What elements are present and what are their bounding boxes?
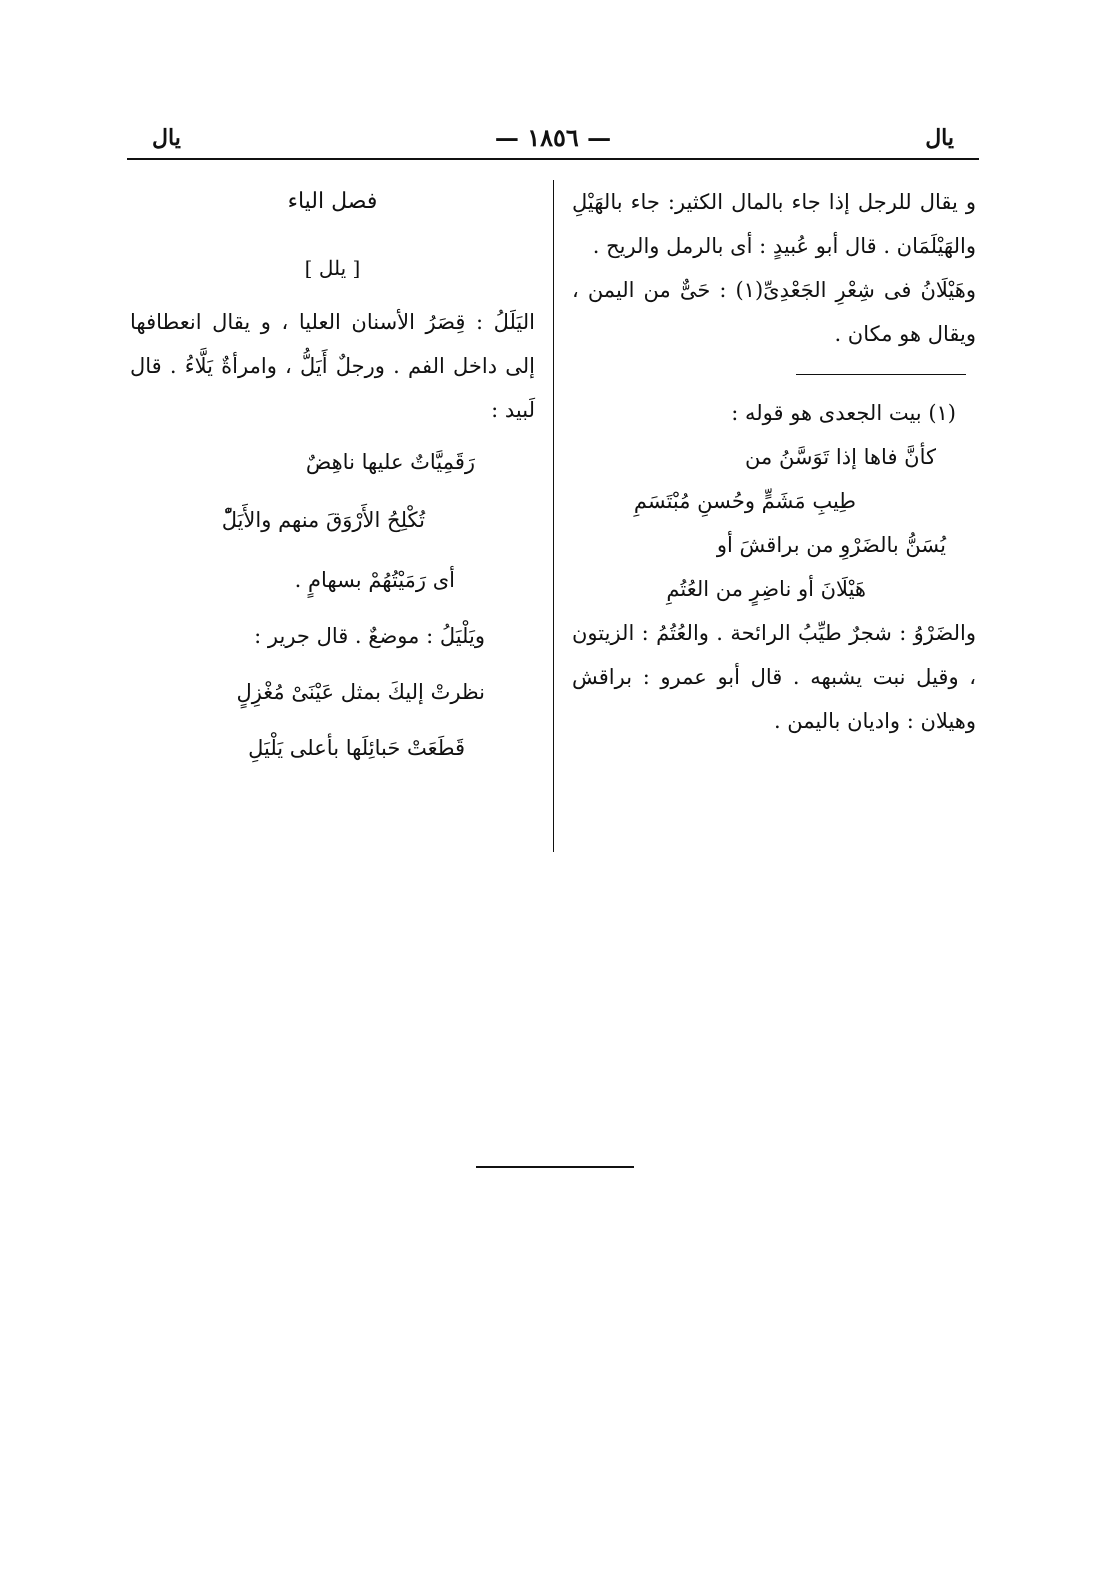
entry-heading: [ يلل ] xyxy=(304,256,361,280)
column-divider xyxy=(553,180,554,852)
end-of-page-rule xyxy=(476,1166,634,1168)
paragraph-hayl: و يقال للرجل إذا جاء بالمال الكثير: جاء بالهَيْلِ والهَيْلَمَان . قال أبو عُبيدٍ : أى بالرمل والريح . xyxy=(572,190,976,258)
footnote-verse-line: كأنَّ فاها إذا تَوَسَّنُ من xyxy=(745,445,936,469)
footnote-verse-line: يُسَنُّ بالضَرْوِ من براقشَ أو xyxy=(716,533,946,557)
footnote-divider xyxy=(796,374,966,375)
footnote-paragraph: والضَرْوُ : شجرٌ طيِّبُ الرائحة . والعُتُمُ : الزيتون ، وقيل نبت يشبهه . قال أبو عمرو : براقش وهيلان : واديان باليمن . xyxy=(572,621,976,733)
entry-paragraph-yalyal: ويَلْيَلُ : موضعٌ . قال جرير : xyxy=(254,624,485,648)
right-column xyxy=(572,180,976,743)
page-header xyxy=(127,118,979,160)
header-left-word: يال xyxy=(152,125,181,151)
footnote-verse-line: طِيبِ مَشَمٍّ وحُسنِ مُبْتَسَمِ xyxy=(633,489,856,513)
paragraph-haylan: وهَيْلَانُ فى شِعْرِ الجَعْدِىِّ(١) : حَىٌّ من اليمن ، ويقال هو مكان . xyxy=(572,278,976,346)
header-right-word: يال xyxy=(925,125,954,151)
verse-labid-line: تُكْلِحُ الأَرْوَقَ منهم والأَيَلّْ xyxy=(221,508,425,532)
section-title: فصل الياء xyxy=(287,189,378,214)
entry-paragraph-gloss: أى رَمَيْتُهُمْ بسهامٍ . xyxy=(294,568,455,592)
entry-paragraph-yalal: اليَلَلُ : قِصَرُ الأسنان العليا ، و يقال انعطافها إلى داخل الفم . ورجلٌ أَيَلُّ ، وامرأةٌ يَلَّاءُ . قال لَبيد : xyxy=(130,310,535,422)
footnote-intro: (١) بيت الجعدى هو قوله : xyxy=(731,401,956,425)
verse-jarir-line: قَطَعَتْ حَبائِلَها بأعلى يَلْيَلِ xyxy=(248,736,465,760)
verse-labid-line: رَقَمِيَّاتٌ عليها ناهِضٌ xyxy=(305,450,475,474)
page-number: — ١٨٥٦ — xyxy=(494,123,612,152)
verse-jarir-line: نظرتْ إليكَ بمثل عَيْنَىْ مُغْزِلٍ xyxy=(236,680,485,704)
footnote-verse-line: هَيْلَانَ أو ناضِرٍ من العُتُمِ xyxy=(666,577,866,601)
left-column xyxy=(130,180,535,770)
